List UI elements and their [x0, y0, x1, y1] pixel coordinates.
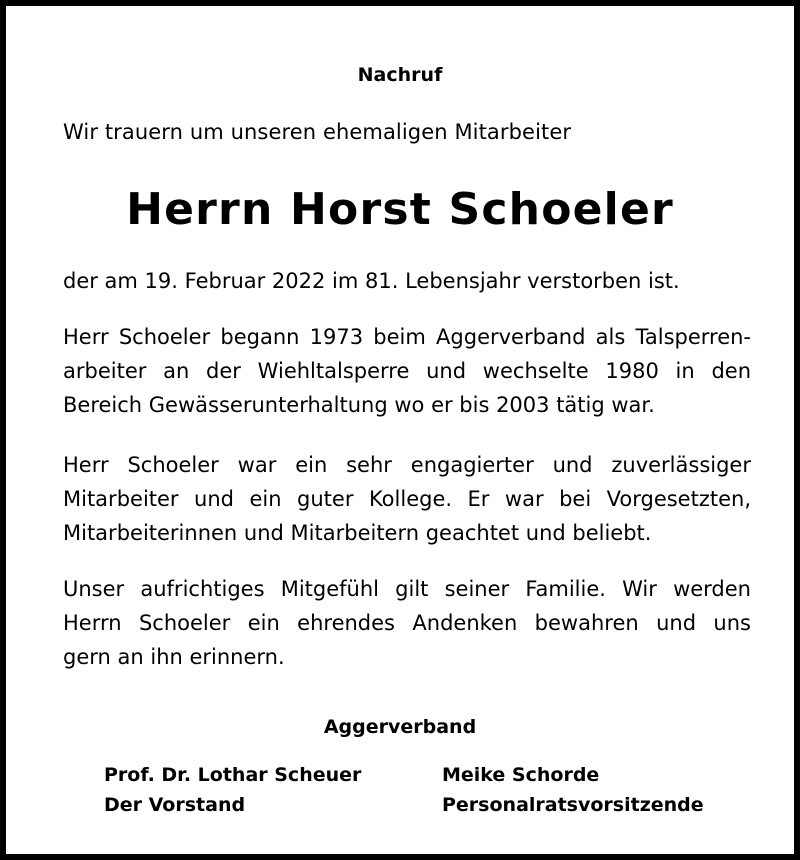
signatory-name: Prof. Dr. Lothar Scheuer — [104, 764, 362, 786]
paragraph-line: Mitarbeiterinnen und Mitarbeitern geachtet und beliebt. — [63, 521, 652, 545]
organization-name: Aggerverband — [323, 716, 477, 738]
condolence-paragraph — [63, 572, 751, 674]
signatory-right — [442, 760, 704, 820]
paragraph-line: Unser aufrichtiges Mitgefühl gilt seiner Familie. Wir werden — [63, 577, 751, 601]
notice-heading: Nachruf — [357, 64, 443, 86]
deceased-name: Herrn Horst Schoeler — [126, 184, 674, 235]
paragraph-line: arbeiter an der Wiehltalsperre und wechselte 1980 in den — [63, 359, 751, 383]
signatory-role: Der Vorstand — [104, 794, 246, 816]
signatory-role: Personalratsvorsitzende — [442, 794, 704, 816]
tribute-paragraph — [63, 448, 751, 550]
paragraph-line: Bereich Gewässerunterhaltung wo er bis 2003 tätig war. — [63, 393, 655, 417]
paragraph-line: Herrn Schoeler ein ehrendes Andenken bewahren und uns — [63, 611, 751, 635]
paragraph-line: gern an ihn erinnern. — [63, 645, 285, 669]
death-date-line: der am 19. Februar 2022 im 81. Lebensjahr verstorben ist. — [63, 269, 680, 293]
signatory-name: Meike Schorde — [442, 764, 600, 786]
paragraph-line: Mitarbeiter und ein guter Kollege. Er war bei Vorgesetzten, — [63, 487, 751, 511]
paragraph-line: Herr Schoeler war ein sehr engagierter und zuverlässiger — [63, 453, 751, 477]
paragraph-line: Herr Schoeler begann 1973 beim Aggerverband als Talsperren- — [63, 325, 751, 349]
intro-text: Wir trauern um unseren ehemaligen Mitarbeiter — [63, 120, 572, 144]
signatory-left — [104, 760, 361, 820]
career-paragraph — [63, 320, 751, 422]
